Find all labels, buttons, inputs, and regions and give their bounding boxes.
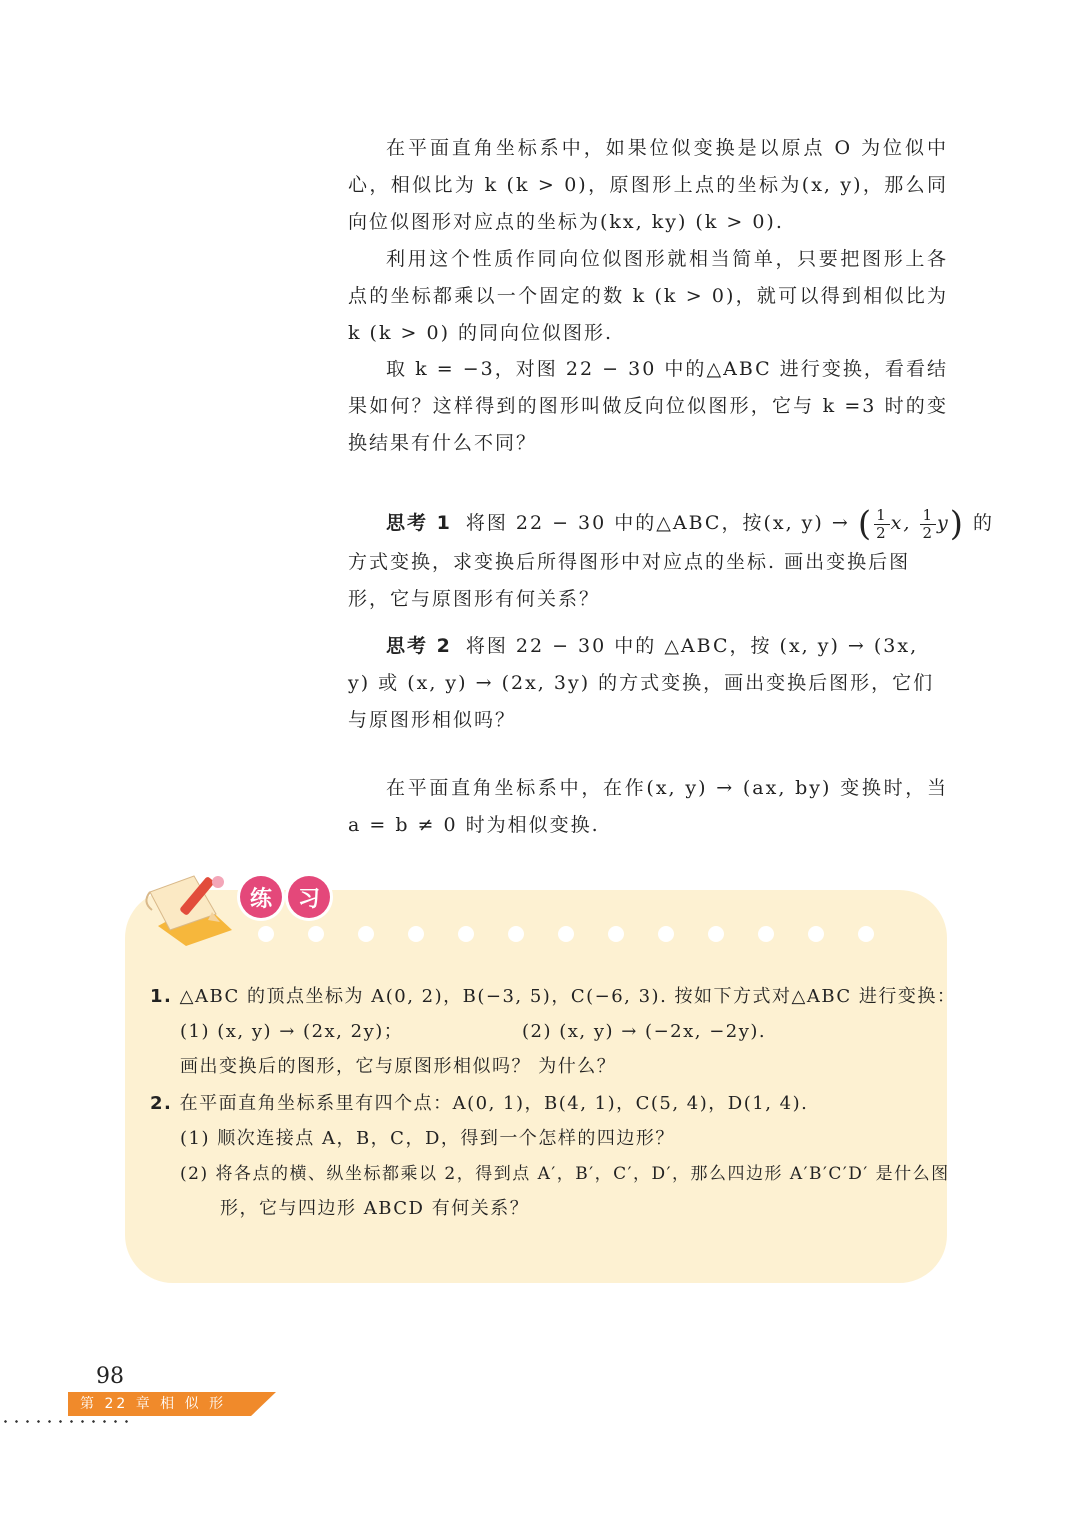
exercise-1-number: 1. <box>150 986 173 1007</box>
practice-title <box>240 876 330 918</box>
var-y: y <box>937 512 950 534</box>
exercise-2-text: 在平面直角坐标系里有四个点：A(0, 1)，B(4, 1)，C(5, 4)，D(1, 4). <box>179 1093 809 1114</box>
exercise-1-question: 画出变换后的图形，它与原图形相似吗？ 为什么？ <box>180 1056 617 1077</box>
think-1-rest: 方式变换，求变换后所得图形中对应点的坐标. 画出变换后图形，它与原图形有何关系？ <box>348 551 911 610</box>
think-1-after: 的 <box>973 512 995 534</box>
var-x: x, <box>890 512 912 534</box>
exercise-1-part-1: (1) (x, y) → (2x, 2y)； <box>180 1021 404 1042</box>
practice-title-char-2: 习 <box>288 876 330 918</box>
think-1 <box>348 504 995 618</box>
practice-title-char-1: 练 <box>240 876 282 918</box>
page-number: 98 <box>96 1364 124 1389</box>
exercise-2-part-2-cont: 形，它与四边形 ABCD 有何关系？ <box>220 1198 530 1219</box>
fraction-half-x: $\frac{1}{2}$ <box>876 505 888 542</box>
exercise-1-part-2: (2) (x, y) → (−2x, −2y). <box>522 1021 767 1042</box>
exercise-2 <box>150 1087 808 1121</box>
think-2 <box>348 628 948 739</box>
left-paren: ( <box>857 504 874 544</box>
exercise-2-part-1: (1) 顺次连接点 A，B，C，D，得到一个怎样的四边形？ <box>180 1128 675 1149</box>
paragraph-similarity-rule: 在平面直角坐标系中，如果位似变换是以原点 O 为位似中心，相似比为 k (k > 0)，原图形上点的坐标为(x, y)，那么同向位似图形对应点的坐标为(kx, ky) (k > 0). <box>348 137 948 233</box>
right-paren: ) <box>949 504 965 544</box>
dotted-divider <box>0 1420 130 1423</box>
think-1-label: 思考 1 <box>386 512 452 534</box>
decorative-dots <box>258 926 898 942</box>
paragraph-negative-k: 取 k = −3，对图 22 − 30 中的△ABC 进行变换，看看结果如何？这样得到的图形叫做反向位似图形，它与 k =3 时的变换结果有什么不同？ <box>348 358 948 454</box>
paragraph-similarity-transform-note: 在平面直角坐标系中，在作(x, y) → (ax, by) 变换时，当 a = b ≠ 0 时为相似变换. <box>348 777 948 836</box>
think-2-label: 思考 2 <box>386 635 452 657</box>
exercise-1 <box>150 980 956 1014</box>
think-1-lead: 将图 22 − 30 中的△ABC，按(x, y) → <box>465 512 850 534</box>
exercise-2-part-2: (2) 将各点的横、纵坐标都乘以 2，得到点 A′，B′，C′，D′，那么四边形 A′B′C′D′ 是什么图 <box>180 1164 950 1184</box>
pencil-paper-icon <box>140 868 250 946</box>
chapter-label: 第 22 章 相 似 形 <box>80 1396 227 1412</box>
fraction-half-y: $\frac{1}{2}$ <box>922 505 934 542</box>
exercise-2-number: 2. <box>150 1093 173 1114</box>
exercise-1-text: △ABC 的顶点坐标为 A(0, 2)，B(−3, 5)，C(−6, 3). 按如下方式对△ABC 进行变换： <box>179 986 957 1007</box>
paragraph-construction: 利用这个性质作同向位似图形就相当简单，只要把图形上各点的坐标都乘以一个固定的数 k (k > 0)，就可以得到相似比为 k (k > 0) 的同向位似图形. <box>348 248 948 344</box>
think-2-text: 将图 22 − 30 中的 △ABC，按 (x, y) → (3x, y) 或 (x, y) → (2x, 3y) 的方式变换，画出变换后图形，它们与原图形相似吗？ <box>348 635 935 731</box>
